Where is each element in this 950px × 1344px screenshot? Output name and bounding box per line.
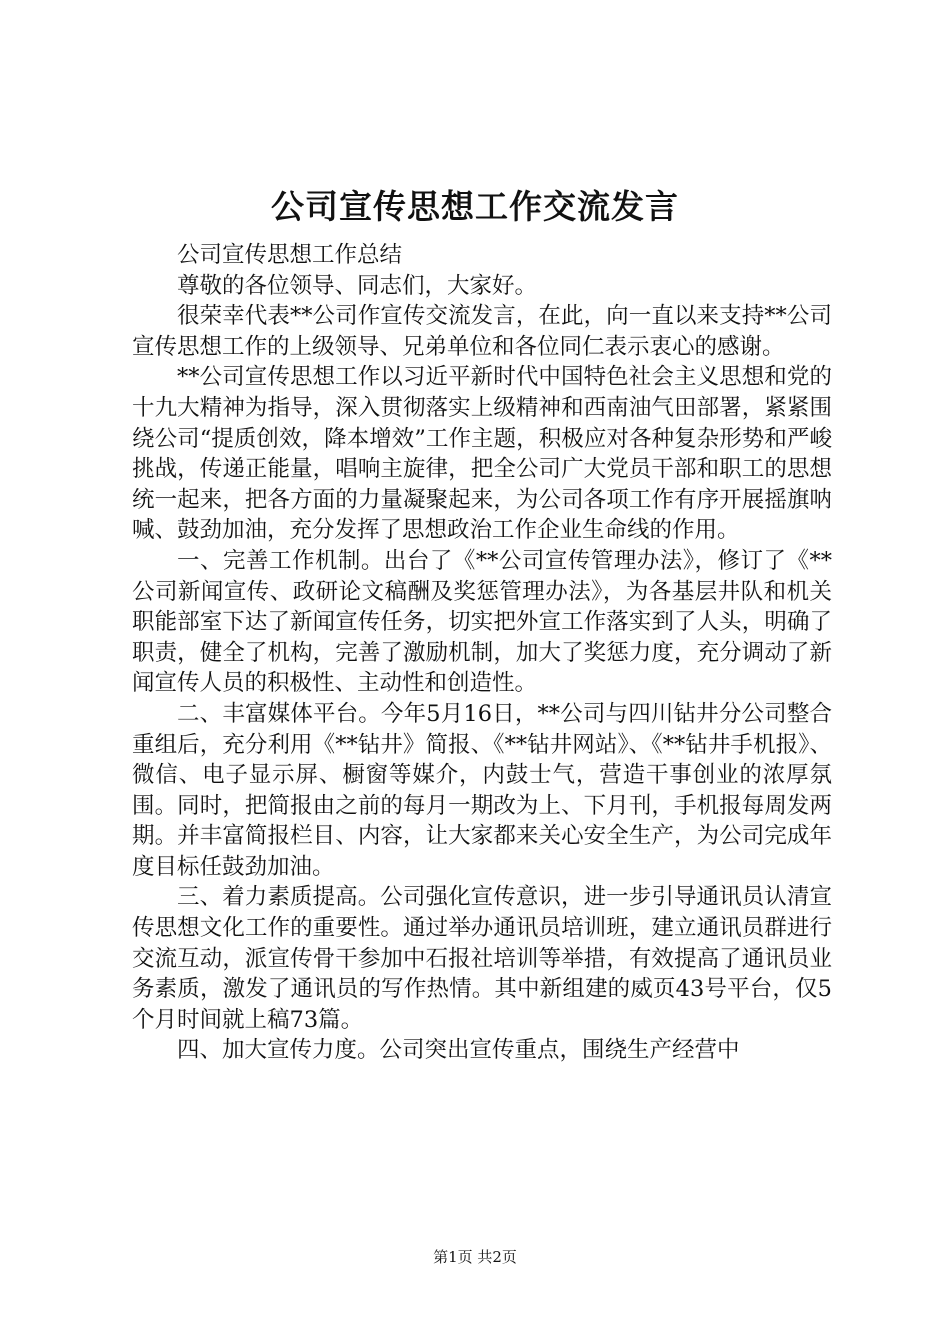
document-title: 公司宣传思想工作交流发言 [271, 187, 679, 226]
page-footer: 第1页 共2页 [433, 1248, 517, 1266]
paragraph: 四、加大宣传力度。公司突出宣传重点，围绕生产经营中 [177, 1037, 740, 1064]
paragraph: 三、着力素质提高。公司强化宣传意识，进一步引导通讯员认清宣传思想文化工作的重要性。通过举办通讯员培训班，建立通讯员群进行交流互动，派宣传骨干参加中石报社培训等举措，有效提高了通讯员业务素质，激发了通讯员的写作热情。其中新组建的威页43号平台，仅5个月时间就上稿73篇。 [132, 884, 832, 1033]
document-body [132, 240, 832, 1066]
paragraph: 二、丰富媒体平台。今年5月16日，**公司与四川钻井分公司整合重组后，充分利用《**钻井》简报、《**钻井网站》、《**钻井手机报》、微信、电子显示屏、橱窗等媒介，内鼓士气，营造干事创业的浓厚氛围。同时，把简报由之前的每月一期改为上、下月刊，手机报每周发两期。并丰富简报栏目、内容，让大家都来关心安全生产，为公司完成年度目标任鼓劲加油。 [132, 700, 832, 880]
paragraph: **公司宣传思想工作以习近平新时代中国特色社会主义思想和党的十九大精神为指导，深入贯彻落实上级精神和西南油气田部署，紧紧围绕公司“提质创效，降本增效”工作主题，积极应对各种复杂形势和严峻挑战，传递正能量，唱响主旋律，把全公司广大党员干部和职工的思想统一起来，把各方面的力量凝聚起来，为公司各项工作有序开展摇旗呐喊、鼓劲加油，充分发挥了思想政治工作企业生命线的作用。 [132, 364, 832, 544]
paragraph: 公司宣传思想工作总结 [177, 242, 403, 268]
paragraph: 一、完善工作机制。出台了《**公司宣传管理办法》，修订了《**公司新闻宣传、政研论文稿酬及奖惩管理办法》，为各基层井队和机关职能部室下达了新闻宣传任务，切实把外宣工作落实到了人头，明确了职责，健全了机构，完善了激励机制，加大了奖惩力度，充分调动了新闻宣传人员的积极性、主动性和创造性。 [132, 547, 832, 697]
paragraph: 很荣幸代表**公司作宣传交流发言，在此，向一直以来支持**公司宣传思想工作的上级领导、兄弟单位和各位同仁表示衷心的感谢。 [132, 303, 832, 360]
paragraph: 尊敬的各位领导、同志们，大家好。 [177, 272, 538, 299]
